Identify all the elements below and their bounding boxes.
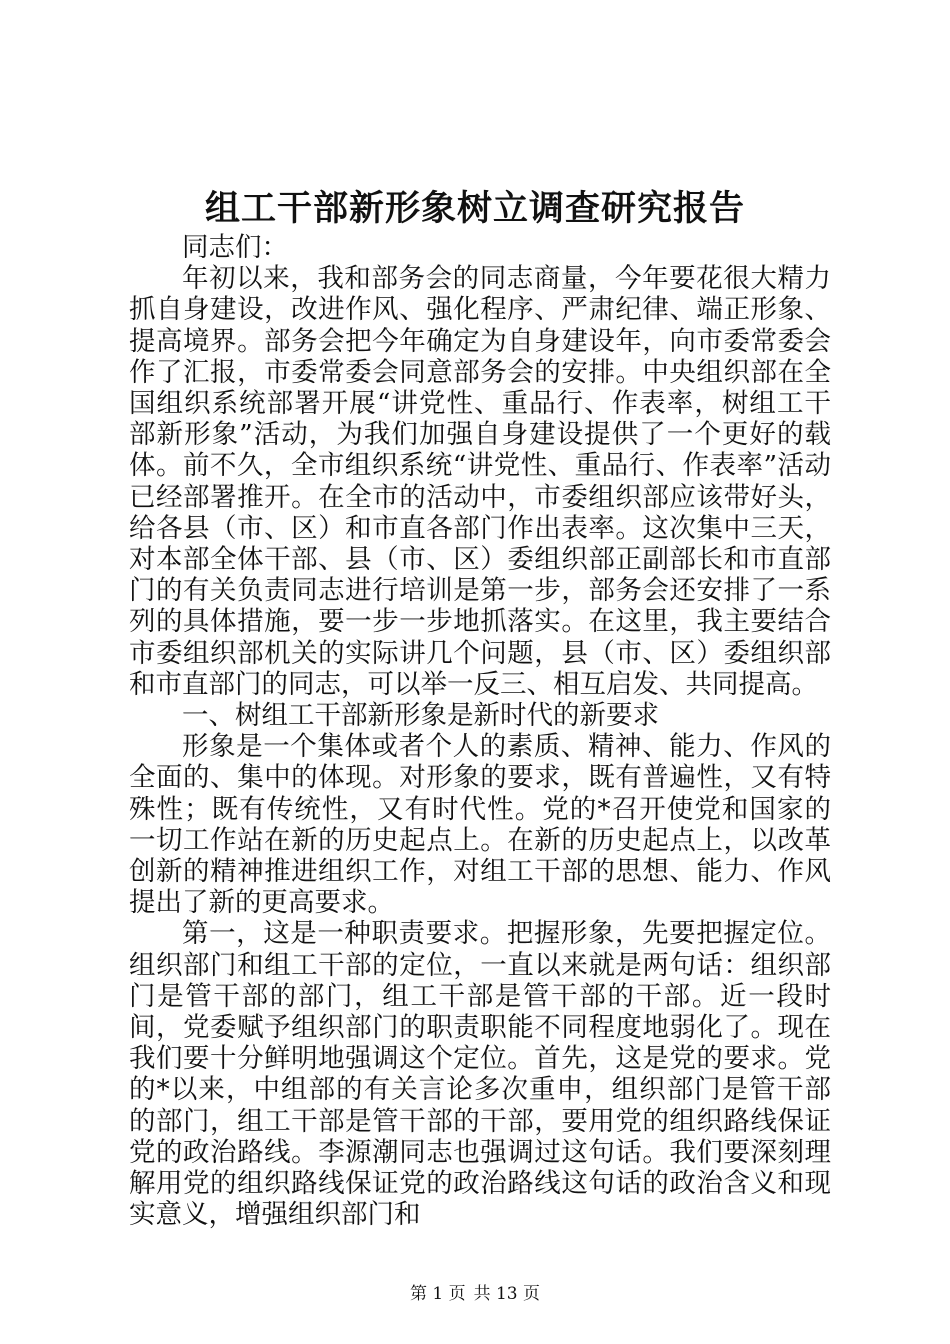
page-total: 共 13 页 <box>473 1284 541 1304</box>
document-body <box>129 232 831 1231</box>
document-title: 组工干部新形象树立调查研究报告 <box>204 188 745 229</box>
body-paragraph: 第一，这是一种职责要求。把握形象，先要把握定位。组织部门和组工干部的定位，一直以来就是两句话：组织部门是管干部的部门，组工干部是管干部的干部。近一段时间，党委赋予组织部门的职责职能不同程度地弱化了。现在我们要十分鲜明地强调这个定位。首先，这是党的要求。党的*以来，中组部的有关言论多次重申，组织部门是管干部的部门，组工干部是管干部的干部，要用党的组织路线保证党的政治路线。李源潮同志也强调过这句话。我们要深刻理解用党的组织路线保证党的政治路线这句话的政治含义和现实意义，增强组织部门和 <box>129 918 831 1231</box>
body-paragraph: 年初以来，我和部务会的同志商量，今年要花很大精力抓自身建设，改进作风、强化程序、严肃纪律、端正形象、提高境界。部务会把今年确定为自身建设年，向市委常委会作了汇报，市委常委会同意部务会的安排。中央组织部在全国组织系统部署开展“讲党性、重品行、作表率，树组工干部新形象”活动，为我们加强自身建设提供了一个更好的载体。前不久，全市组织系统“讲党性、重品行、作表率”活动已经部署推开。在全市的活动中，市委组织部应该带好头，给各县（市、区）和市直各部门作出表率。这次集中三天，对本部全体干部、县（市、区）委组织部正副部长和市直部门的有关负责同志进行培训是第一步，部务会还安排了一系列的具体措施，要一步一步地抓落实。在这里，我主要结合市委组织部机关的实际讲几个问题，县（市、区）委组织部和市直部门的同志，可以举一反三、相互启发、共同提高。 <box>129 263 831 700</box>
section-heading: 一、树组工干部新形象是新时代的新要求 <box>182 700 659 732</box>
salutation-paragraph: 同志们： <box>182 232 288 263</box>
page-footer <box>0 1283 950 1305</box>
page-number: 第 1 页 <box>409 1284 466 1304</box>
body-paragraph: 形象是一个集体或者个人的素质、精神、能力、作风的全面的、集中的体现。对形象的要求，既有普遍性，又有特殊性；既有传统性，又有时代性。党的*召开使党和国家的一切工作站在新的历史起点上。在新的历史起点上，以改革创新的精神推进组织工作，对组工干部的思想、能力、作风提出了新的更高要求。 <box>129 731 831 919</box>
